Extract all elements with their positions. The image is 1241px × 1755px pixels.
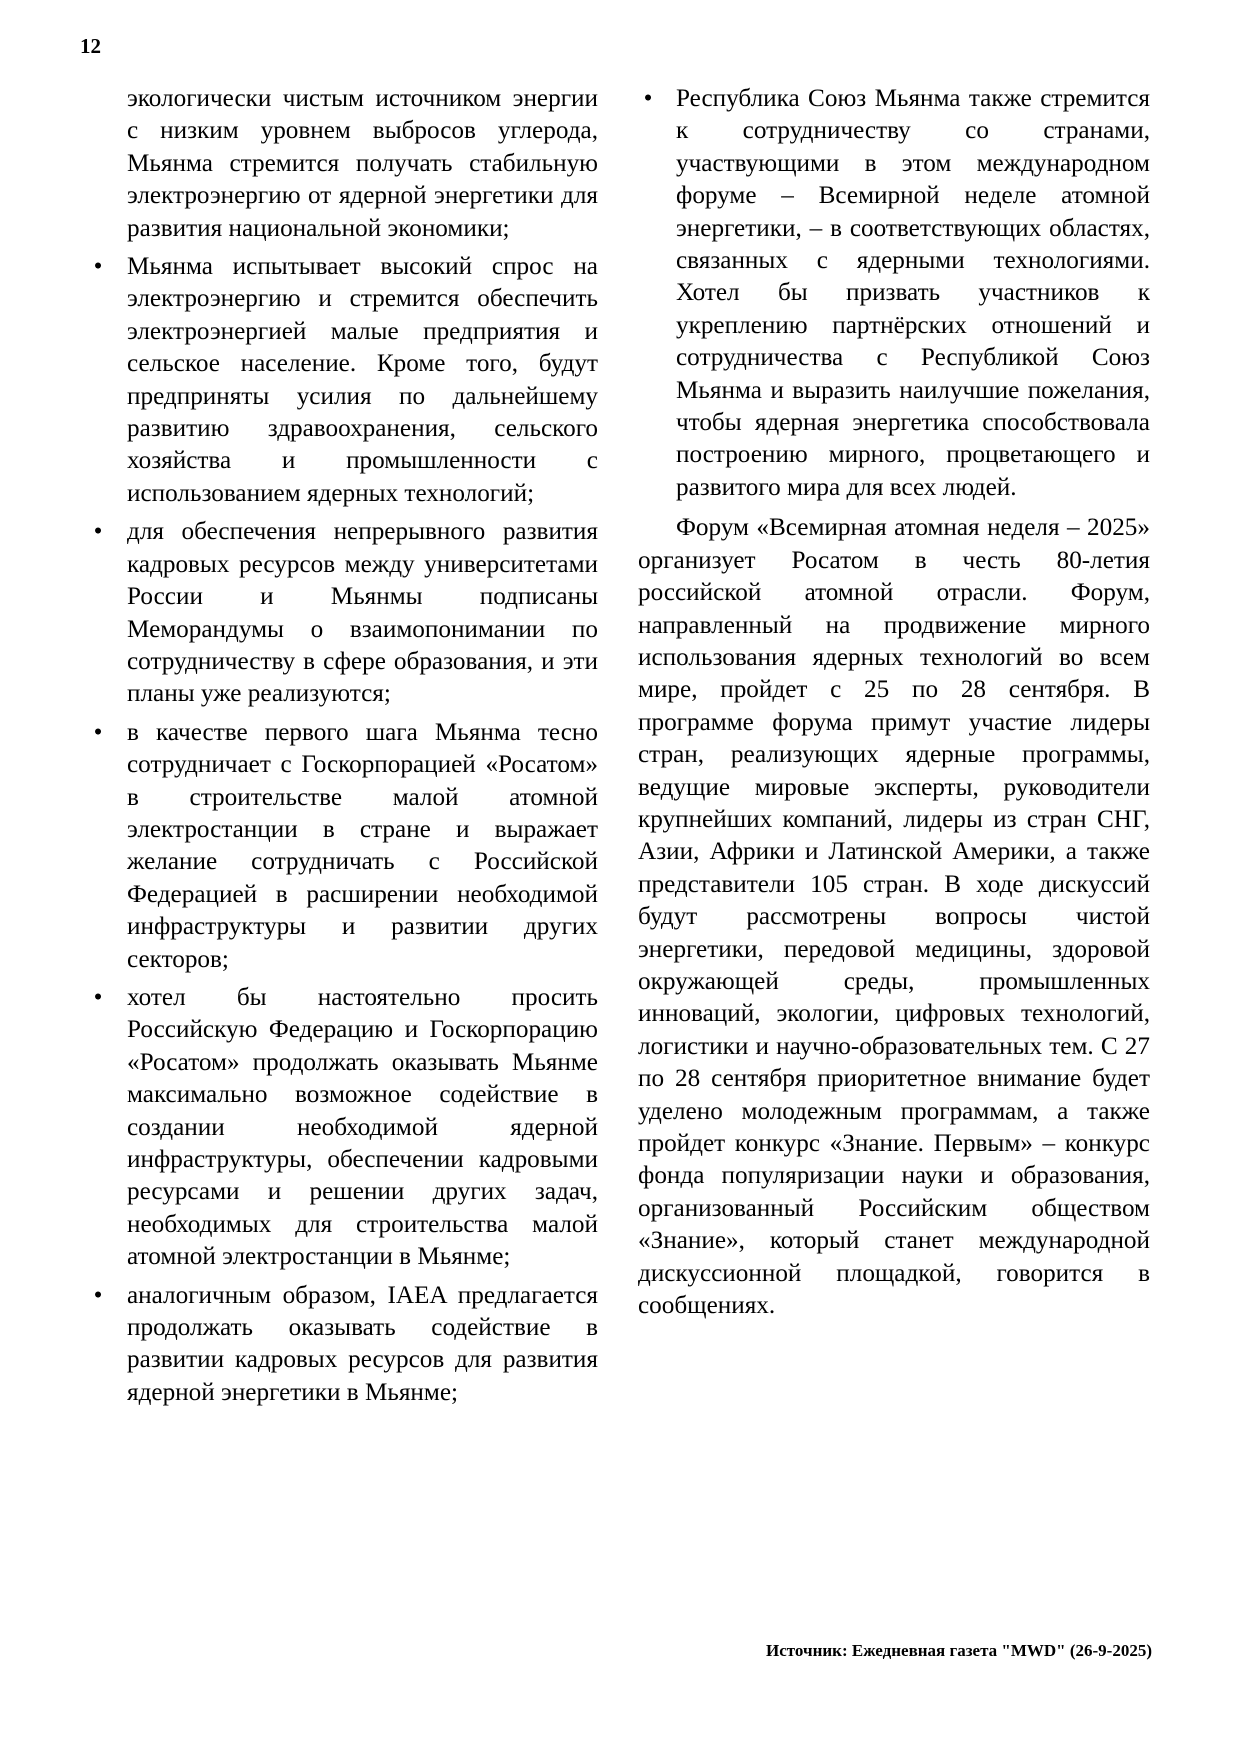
bullet-icon: • [93, 253, 103, 281]
bullet-icon: • [93, 1281, 103, 1309]
bullet-icon: • [643, 85, 653, 112]
list-item [88, 982, 598, 1274]
bullet-icon: • [93, 983, 103, 1011]
list-item [88, 251, 598, 510]
right-bullet-list [638, 83, 1150, 504]
list-item-text: аналогичным образом, IAEA предлагается продолжать оказывать содействие в развитии кадровых ресурсов для развития ядерной энергетики в Мьянме; [127, 1281, 598, 1406]
left-column [88, 83, 598, 1415]
right-column [638, 83, 1150, 1322]
forum-paragraph: Форум «Всемирная атомная неделя – 2025» организует Росатом в честь 80-летия российской атомной отрасли. Форум, направленный на продвижение мирного использования ядерных технологий во всем мире, пройдет с 25 по 28 сентября. В программе форума примут участие лидеры стран, реализующих ядерные программы, ведущие мировые эксперты, руководители крупнейших компаний, лидеры из стран СНГ, Азии, Африки и Латинской Америки, а также представители 105 стран. В ходе дискуссий будут рассмотрены вопросы чистой энергетики, передовой медицины, здоровой окружающей среды, промышленных инноваций, экологии, цифровых технологий, логистики и научно-образовательных тем. С 27 по 28 сентября приоритетное внимание будет уделено молодежным программам, а также пройдет конкурс «Знание. Первым» – конкурс фонда популяризации науки и образования, организованный Российским обществом «Знание», который станет международной дискуссионной площадкой, говорится в сообщениях. [638, 514, 1150, 1320]
list-item-text: для обеспечения непрерывного развития кадровых ресурсов между университетами России и Мьянмы подписаны Меморандумы о взаимопонимании по сотрудничеству в сфере образования, и эти планы уже реализуются; [127, 518, 598, 708]
list-item [88, 1280, 598, 1410]
list-item [88, 516, 598, 710]
bullet-icon: • [93, 518, 103, 546]
list-item-text: Мьянма испытывает высокий спрос на электроэнергию и стремится обеспечить электроэнергией малые предприятия и сельское население. Кроме того, будут предприняты усилия по дальнейшему развитию здравоохранения, сельского хозяйства и промышленности с использованием ядерных технологий; [127, 253, 598, 507]
bullet-icon: • [93, 718, 103, 746]
list-item-text: хотел бы настоятельно просить Российскую Федерацию и Госкорпорацию «Росатом» продолжать оказывать Мьянме максимально возможное содействие в создании необходимой ядерной инфраструктуры, обеспечении кадровыми ресурсами и решении других задач, необходимых для строительства малой атомной электростанции в Мьянме; [127, 983, 598, 1271]
left-bullet-list [88, 251, 598, 1409]
list-item-text: Республика Союз Мьянма также стремится к сотрудничеству со странами, участвующими в этом международном форуме – Всемирной неделе атомной энергетики, – в соответствующих областях, связанных с ядерными технологиями. Хотел бы призвать участников к укреплению партнёрских отношений и сотрудничества с Республикой Союз Мьянма и выразить наилучшие пожелания, чтобы ядерная энергетика способствовала построению мирного, процветающего и развитого мира для всех людей. [676, 85, 1150, 501]
list-item [638, 83, 1150, 504]
list-item-text: в качестве первого шага Мьянма тесно сотрудничает с Госкорпорацией «Росатом» в строительстве малой атомной электростанции в стране и выражает желание сотрудничать с Российской Федерацией в расширении необходимой инфраструктуры и развитии других секторов; [127, 718, 598, 973]
source-citation: Источник: Ежедневная газета "MWD" (26-9-2025) [766, 1641, 1152, 1660]
continued-bullet-text: экологически чистым источником энергии с низким уровнем выбросов углерода, Мьянма стремится получать стабильную электроэнергию от ядерной энергетики для развития национальной экономики; [127, 85, 598, 242]
list-item [88, 717, 598, 976]
page-number: 12 [80, 34, 101, 58]
